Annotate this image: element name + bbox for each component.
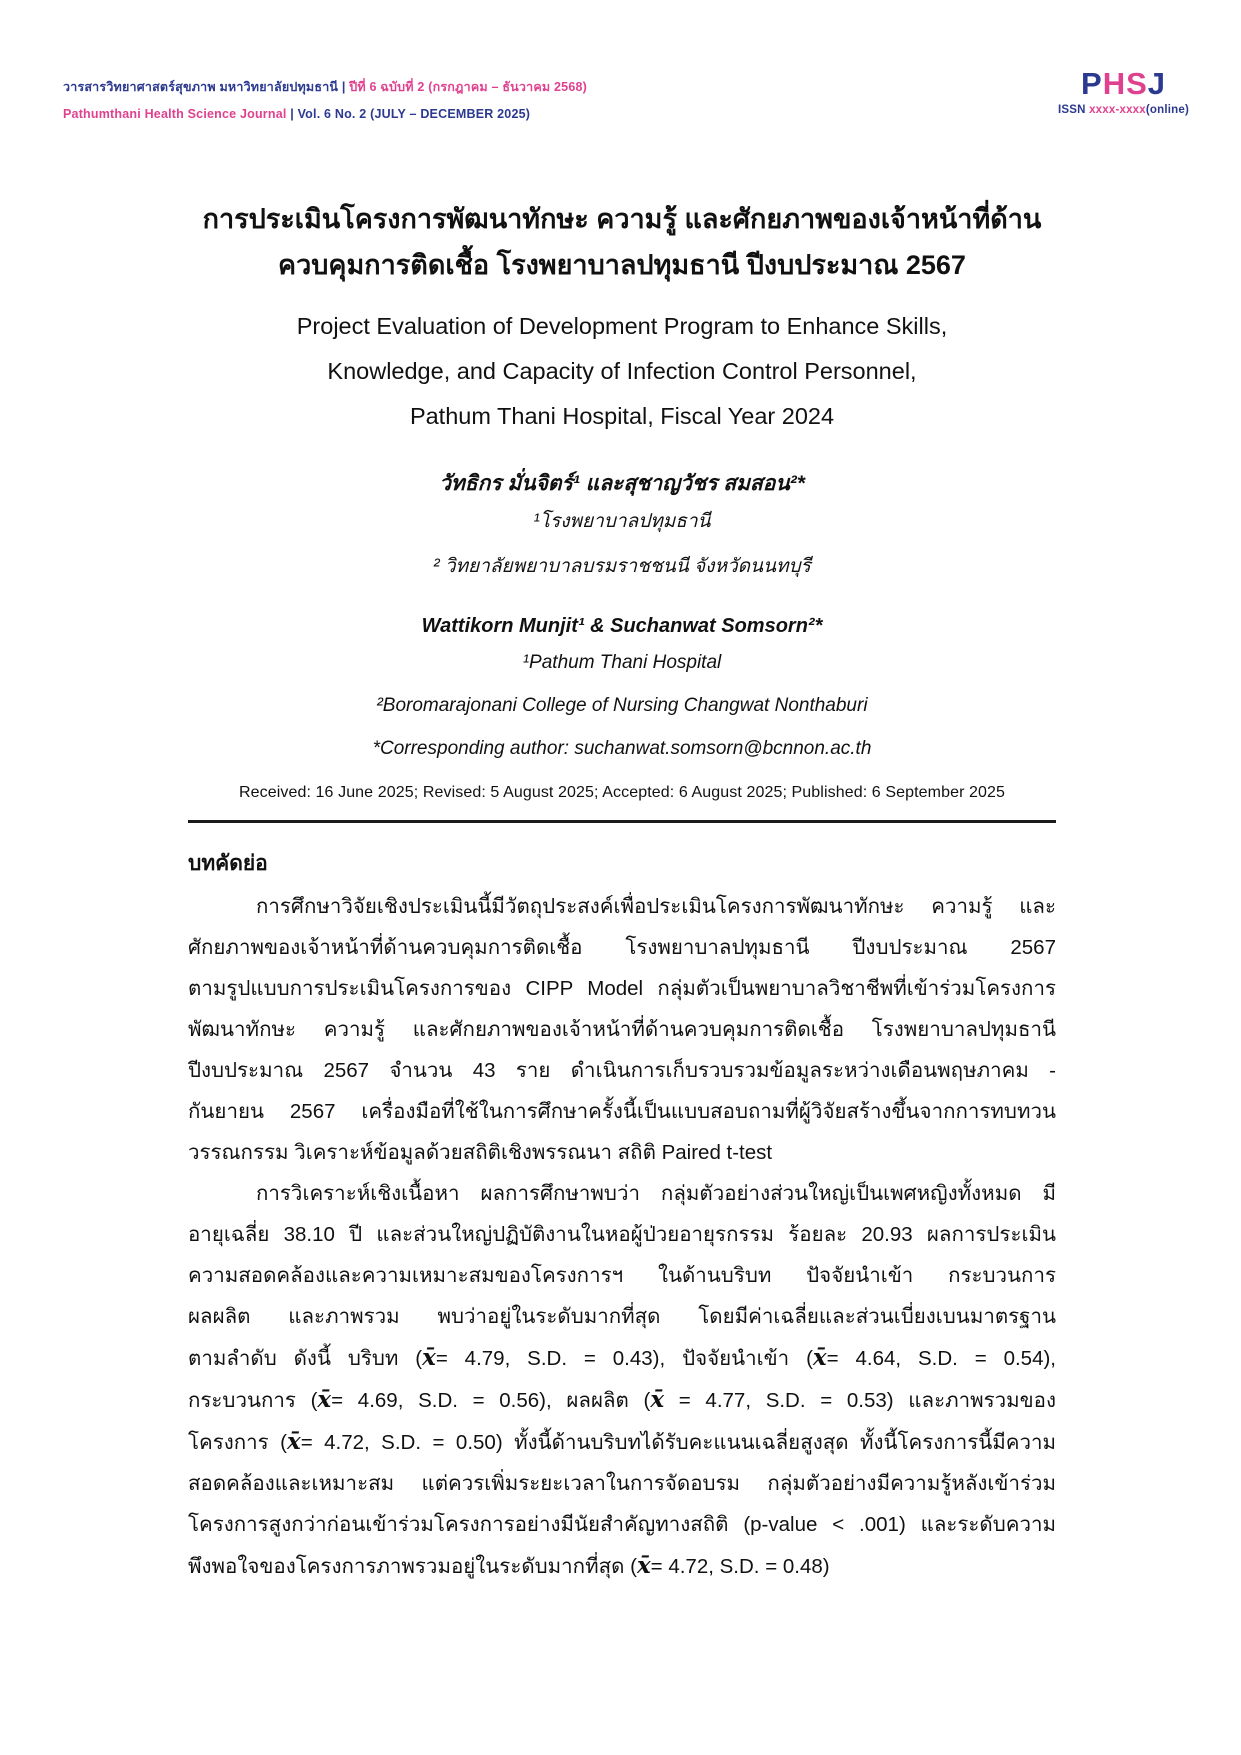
abstract-line: โครงการสูงกว่าก่อนเข้าร่วมโครงการอย่างมีนัยสำคัญทางสถิติ (p-value < .001) และระดับความ <box>188 1513 1056 1536</box>
abstract-line: ความสอดคล้องและความเหมาะสมของโครงการฯ ในด้านบริบท ปัจจัยนำเข้า กระบวนการ <box>188 1264 1056 1287</box>
authors-english: Wattikorn Munjit¹ & Suchanwat Somsorn²* <box>421 615 823 637</box>
issn-number: xxxx-xxxx <box>1089 104 1146 116</box>
affiliations-english <box>188 641 1056 770</box>
journal-name-en: Pathumthani Health Science Journal <box>63 107 291 121</box>
article-title-th-line1: การประเมินโครงการพัฒนาทักษะ ความรู้ และศักยภาพของเจ้าหน้าที่ด้าน <box>202 204 1042 234</box>
abstract-line: พึงพอใจของโครงการภาพรวมอยู่ในระดับมากที่สุด (x̄= 4.72, S.D. = 0.48) <box>188 1552 830 1579</box>
affiliation-en-2: ²Boromarajonani College of Nursing Changwat Nonthaburi <box>376 695 868 716</box>
abstract-line: ผลผลิต และภาพรวม พบว่าอยู่ในระดับมากที่สุด โดยมีค่าเฉลี่ยและส่วนเบี่ยงเบนมาตรฐาน <box>188 1305 1056 1328</box>
logo-letter-p: P <box>1081 66 1103 101</box>
abstract-body <box>188 886 1056 1587</box>
abstract-line: สอดคล้องและเหมาะสม แต่ควรเพิ่มระยะเวลาในการจัดอบรม กลุ่มตัวอย่างมีความรู้หลังเข้าร่วม <box>188 1472 1056 1495</box>
abstract-line: ปีงบประมาณ 2567 จำนวน 43 ราย ดำเนินการเก็บรวบรวมข้อมูลระหว่างเดือนพฤษภาคม - <box>188 1059 1056 1082</box>
abstract-line: วรรณกรรม วิเคราะห์ข้อมูลด้วยสถิติเชิงพรรณนา สถิติ Paired t-test <box>188 1141 773 1164</box>
affiliation-th-2: ² วิทยาลัยพยาบาลบรมราชชนนี จังหวัดนนทบุรี <box>433 556 811 577</box>
abstract-line: ตามลำดับ ดังนี้ บริบท (x̄= 4.79, S.D. = 0.43), ปัจจัยนำเข้า (x̄= 4.64, S.D. = 0.54), <box>188 1344 1056 1371</box>
abstract-line: การศึกษาวิจัยเชิงประเมินนี้มีวัตถุประสงค์เพื่อประเมินโครงการพัฒนาทักษะ ความรู้ และ <box>256 895 1056 918</box>
journal-issue-th: ปีที่ 6 ฉบับที่ 2 (กรกฎาคม – ธันวาคม 2568) <box>349 80 587 94</box>
abstract-line: การวิเคราะห์เชิงเนื้อหา ผลการศึกษาพบว่า กลุ่มตัวอย่างส่วนใหญ่เป็นเพศหญิงทั้งหมด มี <box>256 1182 1056 1205</box>
abstract-line: พัฒนาทักษะ ความรู้ และศักยภาพของเจ้าหน้าที่ด้านควบคุมการติดเชื้อ โรงพยาบาลปทุมธานี <box>188 1018 1056 1041</box>
logo-letter-j: J <box>1147 66 1167 101</box>
authors-thai: วัทธิกร มั่นจิตร์¹ และสุชาญวัชร สมสอน²* <box>439 472 805 495</box>
affiliations-thai <box>188 499 1056 589</box>
article-title-en-line1: Project Evaluation of Development Program to Enhance Skills, <box>296 313 948 339</box>
journal-logo-block <box>1058 66 1189 116</box>
article-title-en-line3: Pathum Thani Hospital, Fiscal Year 2024 <box>409 403 835 429</box>
article-title-th <box>188 196 1056 288</box>
article-title-th-line2: ควบคุมการติดเชื้อ โรงพยาบาลปทุมธานี ปีงบประมาณ 2567 <box>278 250 966 280</box>
divider-rule <box>188 820 1056 823</box>
affiliation-th-1: ¹โรงพยาบาลปทุมธานี <box>533 511 711 532</box>
phsj-logo <box>1058 66 1189 102</box>
abstract-line: อายุเฉลี่ย 38.10 ปี และส่วนใหญ่ปฏิบัติงานในหอผู้ป่วยอายุรกรรม ร้อยละ 20.93 ผลการประเมิน <box>188 1223 1056 1246</box>
corresponding-author: *Corresponding author: suchanwat.somsorn@bcnnon.ac.th <box>372 738 872 759</box>
abstract-line: กระบวนการ (x̄= 4.69, S.D. = 0.56), ผลผลิต (x̄ = 4.77, S.D. = 0.53) และภาพรวมของ <box>188 1386 1056 1413</box>
affiliation-en-1: ¹Pathum Thani Hospital <box>522 652 722 673</box>
issn-online: (online) <box>1145 104 1189 116</box>
article-title-en <box>188 304 1056 439</box>
abstract-line: ศักยภาพของเจ้าหน้าที่ด้านควบคุมการติดเชื้อ โรงพยาบาลปทุมธานี ปีงบประมาณ 2567 <box>188 936 1056 959</box>
journal-name-th: วารสารวิทยาศาสตร์สุขภาพ มหาวิทยาลัยปทุมธานี | <box>63 80 350 94</box>
article-history-dates: Received: 16 June 2025; Revised: 5 August 2025; Accepted: 6 August 2025; Published: 6 September 2025 <box>238 784 1006 801</box>
abstract-line: โครงการ (x̄= 4.72, S.D. = 0.50) ทั้งนี้ด้านบริบทได้รับคะแนนเฉลี่ยสูงสุด ทั้งนี้โครงการนี้มีความ <box>188 1428 1056 1455</box>
article-title-en-line2: Knowledge, and Capacity of Infection Control Personnel, <box>327 358 917 384</box>
journal-issue-en: | Vol. 6 No. 2 (JULY – DECEMBER 2025) <box>290 107 531 121</box>
x-bar-symbol: x̄ <box>650 1386 665 1413</box>
x-bar-symbol: x̄ <box>422 1344 436 1371</box>
article-content <box>188 0 1056 1587</box>
abstract-line: กันยายน 2567 เครื่องมือที่ใช้ในการศึกษาครั้งนี้เป็นแบบสอบถามที่ผู้วิจัยสร้างขึ้นจากการทบทวน <box>188 1100 1056 1123</box>
abstract-heading: บทคัดย่อ <box>188 852 268 875</box>
x-bar-symbol: x̄ <box>286 1428 301 1455</box>
x-bar-symbol: x̄ <box>636 1552 651 1579</box>
issn-label: ISSN <box>1058 104 1090 116</box>
logo-letters-hs: HS <box>1102 66 1148 101</box>
x-bar-symbol: x̄ <box>317 1386 332 1413</box>
abstract-line: ตามรูปแบบการประเมินโครงการของ CIPP Model กลุ่มตัวเป็นพยาบาลวิชาชีพที่เข้าร่วมโครงการ <box>188 977 1056 1000</box>
x-bar-symbol: x̄ <box>812 1344 827 1371</box>
issn-line <box>1058 104 1189 116</box>
